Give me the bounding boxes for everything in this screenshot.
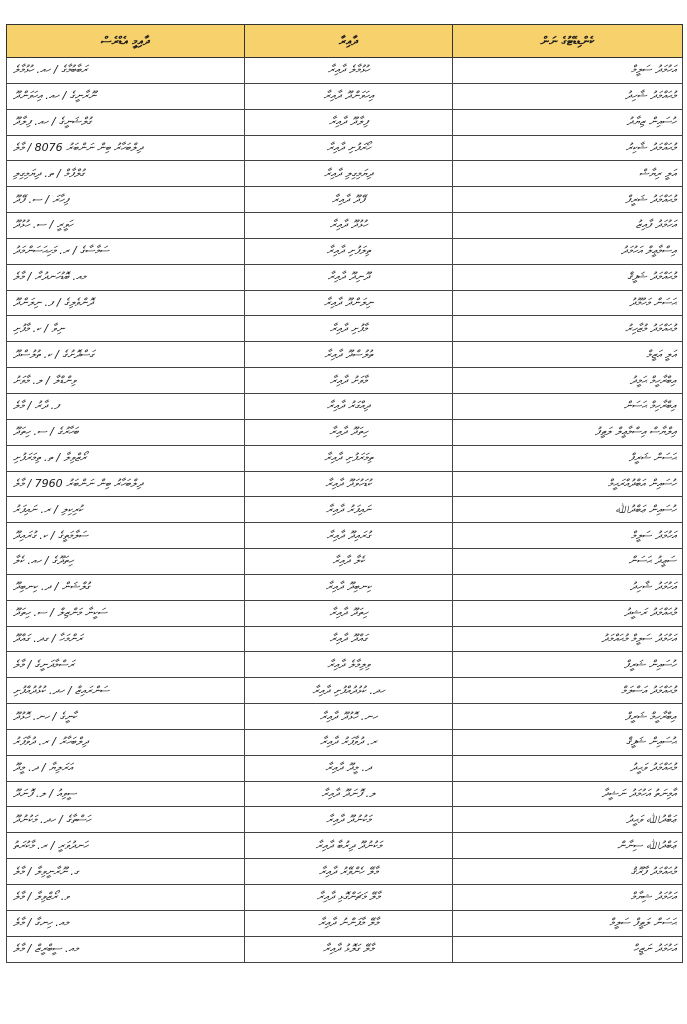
constituency-cell: މާލޭ ހެންވޭރު ދާއިރާ	[245, 859, 453, 885]
candidate-name-cell: އަލީ އަޒީމް	[453, 342, 683, 368]
candidate-name-cell: އާމިނަތު އަހުމަދު ނަޝީދާ	[453, 781, 683, 807]
address-cell: ރޯޒްވިލާ / ތ. ތިމަރަފުށި	[7, 445, 245, 471]
constituency-cell: ތިމަރަފުށި ދާއިރާ	[245, 445, 453, 471]
address-cell: ދޮންވެލިގެ / ފ. ނިލަންދޫ	[7, 290, 245, 316]
address-cell: ހިތަދޫގެ / ހއ. ކެލާ	[7, 549, 245, 575]
table-row	[7, 83, 683, 109]
candidate-name-cell: މުޙައްމަދު މުޒާހިރު	[453, 316, 683, 342]
table-row	[7, 600, 683, 626]
address-cell: ދިލްބަހާރު ބިން ނަންބަރު 7960 / މާލެ	[7, 471, 245, 497]
candidate-name-cell: އަހުމަދު ނަޒީހް	[453, 936, 683, 962]
header-constituency: ދާއިރާ	[245, 25, 453, 58]
table-row	[7, 316, 683, 342]
table-row	[7, 58, 683, 84]
address-cell: ކުރިކިލި / ރ. ނައިފަރު	[7, 497, 245, 523]
constituency-cell: މާފުށި ދާއިރާ	[245, 316, 453, 342]
address-cell: ރަންމަހާ / ގދ. ގައްދޫ	[7, 626, 245, 652]
table-row	[7, 936, 683, 962]
constituency-cell: އިހަވަންދޫ ދާއިރާ	[245, 83, 453, 109]
constituency-cell: ރ. ދުވާފަރު ދާއިރާ	[245, 729, 453, 755]
address-cell: ގުލްފާމް / ތ. ދިޔަމިގިލި	[7, 161, 245, 187]
table-row	[7, 290, 683, 316]
constituency-cell: ހދ. ކުޅުދުއްފުށި ދާއިރާ	[245, 678, 453, 704]
table-row	[7, 419, 683, 445]
table-row	[7, 755, 683, 781]
address-cell: ސީވިއު / ލ. ފޮނަދޫ	[7, 781, 245, 807]
candidate-name-cell: ހުސައިން އަބްދުއްރަޙީމް	[453, 471, 683, 497]
table-row	[7, 135, 683, 161]
address-cell: ނިވާ / ކ. މާފުށި	[7, 316, 245, 342]
table-row	[7, 445, 683, 471]
table-row	[7, 574, 683, 600]
constituency-cell: ހނ. ހޮޅުދޫ ދާއިރާ	[245, 704, 453, 730]
constituency-cell: ފިލާދޫ ދާއިރާ	[245, 109, 453, 135]
constituency-cell: ދ. މީދޫ ދާއިރާ	[245, 755, 453, 781]
table-row	[7, 833, 683, 859]
address-cell: ގަސްދޮށުގެ / ކ. ތުލުސްދޫ	[7, 342, 245, 368]
header-candidate-name: ކެންޑިޑޭޓުގެ ނަން	[453, 25, 683, 58]
candidate-name-cell: ހުސައިން ޝަރީފް	[453, 652, 683, 678]
table-row	[7, 549, 683, 575]
table-row	[7, 910, 683, 936]
address-cell: ރަސްމާދަނީގެ / މާލެ	[7, 652, 245, 678]
table-row	[7, 342, 683, 368]
table-row	[7, 807, 683, 833]
table-row	[7, 678, 683, 704]
address-cell: ގ. ނޫރާނީވިލާ / މާލެ	[7, 859, 245, 885]
candidate-name-cell: ހުސައިން ޢަބްދުﷲ	[453, 497, 683, 523]
address-cell: މއ. ބޮޑުހަނދުރާ / މާލެ	[7, 264, 245, 290]
candidate-name-cell: މުޙައްމަދު އަސްލަމް	[453, 678, 683, 704]
candidate-name-cell: ޢަބްދުﷲ ވަޙީދު	[453, 807, 683, 833]
constituency-cell: ހުޅުދޫ ދާއިރާ	[245, 213, 453, 239]
table-row	[7, 885, 683, 911]
candidate-name-cell: އަހުމަދު ސަލީމް މުޙައްމަދު	[453, 626, 683, 652]
table-row	[7, 781, 683, 807]
address-cell: ފ. ދާރު / މާލެ	[7, 393, 245, 419]
table-row	[7, 368, 683, 394]
constituency-cell: މާވަށު ދާއިރާ	[245, 368, 453, 394]
constituency-cell: މާލޭ މަޗަންގޮޅި ދާއިރާ	[245, 885, 453, 911]
constituency-cell: ވިލިމާލެ ދާއިރާ	[245, 652, 453, 678]
address-cell: ސަންރައިޒް / ހދ. ކުޅުދުއްފުށި	[7, 678, 245, 704]
address-cell: ހަނދުވަރީ / ރ. މާކުރަތު	[7, 833, 245, 859]
constituency-cell: ނިލަންދޫ ދާއިރާ	[245, 290, 453, 316]
table-row	[7, 626, 683, 652]
constituency-cell: ނައިފަރު ދާއިރާ	[245, 497, 453, 523]
candidate-name-cell: އިލްޔާސް އިސްމާޢީލް ލަޠީފު	[453, 419, 683, 445]
constituency-cell: ގައްދޫ ދާއިރާ	[245, 626, 453, 652]
candidate-name-cell: މުޙައްމަދު ޝަފީޤް	[453, 264, 683, 290]
address-cell: ވިންޑްލާ / ލ. މާވަށު	[7, 368, 245, 394]
constituency-cell: ކިނބިދޫ ދާއިރާ	[245, 574, 453, 600]
candidate-name-cell: ޙަސަން މަހުމޫދު	[453, 290, 683, 316]
table-row	[7, 471, 683, 497]
candidate-name-cell: އަހުމަދު ޝިޔާމް	[453, 885, 683, 911]
candidate-name-cell: މުޙައްމަދު ފާރޫޤު	[453, 859, 683, 885]
address-cell: ގުލްޝަނީގެ / ހއ. ފިލާދޫ	[7, 109, 245, 135]
address-cell: ސަކީނާ މަންޒިލް / ސ. ހިތަދޫ	[7, 600, 245, 626]
address-cell: ސަލާމަތީގެ / ކ. ގުރައިދޫ	[7, 523, 245, 549]
constituency-cell: މާލޭ ގަލޮޅު ދާއިރާ	[245, 936, 453, 962]
candidate-name-cell: މުޙައްމަދު ރަޝީދު	[453, 600, 683, 626]
table-row	[7, 238, 683, 264]
address-cell: މއ. ސީބްރީޒް / މާލެ	[7, 936, 245, 962]
candidate-name-cell: އިބްރާހީމް ޝަރީފް	[453, 704, 683, 730]
table-row	[7, 161, 683, 187]
constituency-cell: މަކުނުދޫ ދާއިރާ	[245, 807, 453, 833]
constituency-cell: ފޭދޫ ދާއިރާ	[245, 187, 453, 213]
address-cell: ދިލްބަހާރު / ރ. ދުވާފަރު	[7, 729, 245, 755]
header-permanent-address: ދާއިމީ އެޑްރެސް	[7, 25, 245, 58]
address-cell: އަރަލިޔާ / ދ. މީދޫ	[7, 755, 245, 781]
table-row	[7, 497, 683, 523]
constituency-cell: ދޫނިދޫ ދާއިރާ	[245, 264, 453, 290]
constituency-cell: ހިތަދޫ ދާއިރާ	[245, 419, 453, 445]
candidate-name-cell: މުޙައްމަދު ވަޙީދު	[453, 755, 683, 781]
address-cell: ފިހާރަ / ސ. ފޭދޫ	[7, 187, 245, 213]
table-row	[7, 523, 683, 549]
constituency-cell: ގުރައިދޫ ދާއިރާ	[245, 523, 453, 549]
table-row	[7, 187, 683, 213]
table-row	[7, 704, 683, 730]
candidate-name-cell: އަލީ ރިޔާޟް	[453, 161, 683, 187]
candidate-name-cell: އަހުމަދު ސަލީމް	[453, 523, 683, 549]
table-row	[7, 393, 683, 419]
table-header-row	[7, 25, 683, 58]
constituency-cell: ތުލުސްދޫ ދާއިރާ	[245, 342, 453, 368]
table-body	[7, 58, 683, 963]
candidate-name-cell: ޢަބްދުﷲ ސިނާން	[453, 833, 683, 859]
candidate-name-cell: އަހުމަދު ފާއިޒު	[453, 213, 683, 239]
address-cell: ރަބާބުމާގެ / ހއ. ހުޅުމާލެ	[7, 58, 245, 84]
table-row	[7, 213, 683, 239]
table-row	[7, 652, 683, 678]
constituency-cell: ހުޅުމާލެ ދާއިރާ	[245, 58, 453, 84]
address-cell: ވ. ރޯޒްވިލާ / މާލެ	[7, 885, 245, 911]
candidate-table	[6, 24, 683, 963]
table-row	[7, 729, 683, 755]
table-row	[7, 264, 683, 290]
constituency-cell: ދިއްގަރު ދާއިރާ	[245, 393, 453, 419]
candidate-name-cell: ޙަސަން ޝަރީފް	[453, 445, 683, 471]
constituency-cell: ދިޔަމިގިލި ދާއިރާ	[245, 161, 453, 187]
constituency-cell: ކުޑަހުވަދޫ ދާއިރާ	[245, 471, 453, 497]
candidate-name-cell: ހުސައިން ޒިޔާދު	[453, 109, 683, 135]
candidate-name-cell: މުޙައްމަދު ޝާކިރު	[453, 135, 683, 161]
address-cell: ދިލްބަހާރު ބިން ނަންބަރު 8076 / މާލެ	[7, 135, 245, 161]
candidate-name-cell: އިބްރާހިމް ޙަސަން	[453, 393, 683, 419]
address-cell: ހަވީރީ / ސ. ހުޅުދޫ	[7, 213, 245, 239]
candidate-name-cell: އިސްމާޢީލް އަހުމަދު	[453, 238, 683, 264]
constituency-cell: މާލޭ މާފަންނު ދާއިރާ	[245, 910, 453, 936]
address-cell: ކާނީގެ / ހނ. ހޮޅުދޫ	[7, 704, 245, 730]
constituency-cell: ތިލަފުށި ދާއިރާ	[245, 238, 453, 264]
address-cell: ބަހާރުގެ / ސ. ހިތަދޫ	[7, 419, 245, 445]
address-cell: ސަމާސާގެ / ރ. މަހިޙަސަންމަދު	[7, 238, 245, 264]
constituency-cell: ލ. ފޮނަދޫ ދާއިރާ	[245, 781, 453, 807]
candidate-name-cell: އަހުމަދު ޝާހިދު	[453, 574, 683, 600]
candidate-name-cell: އަހުމަދު ސަލީމް	[453, 58, 683, 84]
table-row	[7, 859, 683, 885]
address-cell: ނޫރާނީގެ / ހއ. އިހަވަންދޫ	[7, 83, 245, 109]
address-cell: މއ. ހިނގާ / މާލެ	[7, 910, 245, 936]
candidate-name-cell: މުޙައްމަދު ޝަރީފް	[453, 187, 683, 213]
address-cell: ހަސްތާގެ / ހދ. މަކުނުދޫ	[7, 807, 245, 833]
constituency-cell: މަކުނުދޫ ދިރުބާ ދާއިރާ	[245, 833, 453, 859]
candidate-name-cell: އިބްރާހީމް ޙަމީދު	[453, 368, 683, 394]
table-row	[7, 109, 683, 135]
constituency-cell: ހިތަދޫ ދާއިރާ	[245, 600, 453, 626]
candidate-name-cell: މުޙައްމަދު ޝާހިދު	[453, 83, 683, 109]
candidate-name-cell: ސަޢީދު ޙަސަން	[453, 549, 683, 575]
address-cell: ގުލްޝަން / ދ. ކިނބިދޫ	[7, 574, 245, 600]
constituency-cell: ކެލާ ދާއިރާ	[245, 549, 453, 575]
candidate-name-cell: ޙަސަން ލަޠީފް ސަލީމް	[453, 910, 683, 936]
constituency-cell: ހޯރަފުށި ދާއިރާ	[245, 135, 453, 161]
candidate-name-cell: ޙުސައިން ޝަފީޤް	[453, 729, 683, 755]
